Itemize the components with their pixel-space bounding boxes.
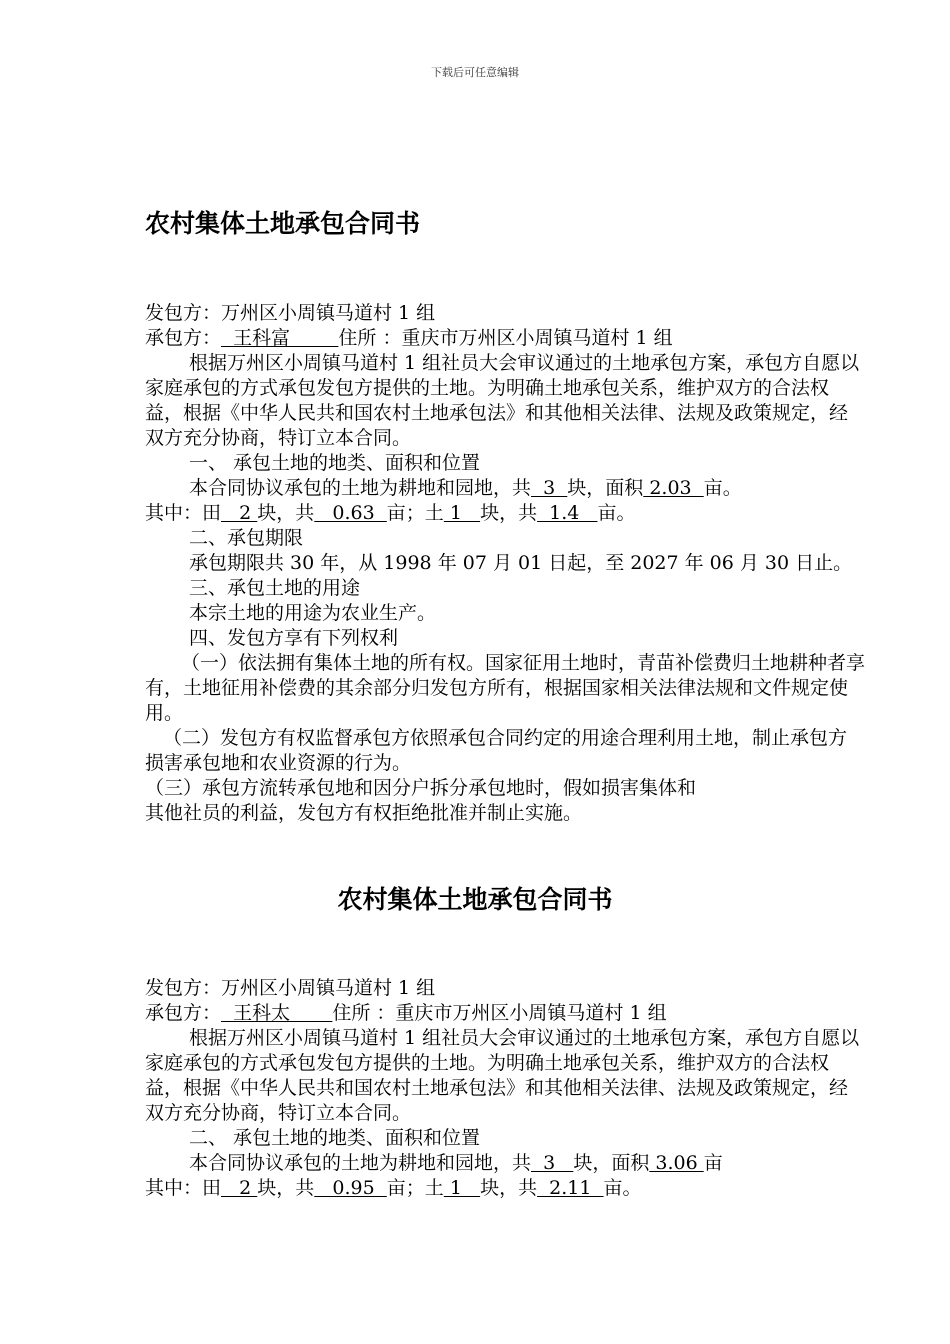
field-blocks-value: 2 <box>221 502 258 524</box>
field-area-value: 0.95 <box>314 1177 387 1199</box>
issuer-line <box>145 976 865 1001</box>
right-3-line-2: 其他社员的利益，发包方有权拒绝批准并制止实施。 <box>145 802 583 824</box>
issuer-value: 万州区小周镇马道村 1 组 <box>221 977 436 999</box>
land-area-value: 3.06 <box>649 1152 704 1174</box>
contractor-label: 承包方： <box>145 327 222 349</box>
detail-text-b: 块，共 <box>257 502 315 524</box>
land-detail-line <box>145 1176 865 1201</box>
issuer-label: 发包方： <box>145 302 222 324</box>
detail-text-c: 亩；土 <box>386 502 444 524</box>
detail-text-a: 其中：田 <box>145 502 222 524</box>
contractor-line <box>145 1001 865 1026</box>
right-2-paragraph: （二）发包方有权监督承包方依照承包合同约定的用途合理利用土地，制止承包方损害承包地和农业资源的行为。 <box>145 727 848 774</box>
detail-text-e: 亩。 <box>597 502 636 524</box>
address-label: 住所 ： <box>332 1002 396 1024</box>
contract-2-title: 农村集体土地承包合同书 <box>337 885 613 914</box>
contractor-name: 王科富 <box>221 327 339 349</box>
address-value: 重庆市万州区小周镇马道村 1 组 <box>395 1002 667 1024</box>
detail-text-e: 亩。 <box>603 1177 642 1199</box>
section-1-heading: 一、 承包土地的地类、面积和位置 <box>189 452 481 474</box>
section-1-heading: 二、 承包土地的地类、面积和位置 <box>189 1127 481 1149</box>
land-area-value: 2.03 <box>643 477 704 499</box>
land-text-a: 本合同协议承包的土地为耕地和园地，共 <box>189 477 532 499</box>
land-text-c: 亩。 <box>703 477 742 499</box>
land-summary-line <box>145 476 865 501</box>
detail-text-d: 块，共 <box>480 1177 538 1199</box>
soil-blocks-value: 1 <box>443 502 481 524</box>
land-text-c: 亩 <box>703 1152 723 1174</box>
contractor-label: 承包方： <box>145 1002 222 1024</box>
detail-text-d: 块，共 <box>480 502 538 524</box>
period-paragraph: 承包期限共 30 年，从 1998 年 07 月 01 日起，至 2027 年 06 月 30 日止。 <box>189 552 853 574</box>
soil-area-value: 1.4 <box>537 502 598 524</box>
issuer-value: 万州区小周镇马道村 1 组 <box>221 302 436 324</box>
land-text-a: 本合同协议承包的土地为耕地和园地，共 <box>189 1152 532 1174</box>
contract-2-body <box>145 976 865 1201</box>
soil-blocks-value: 1 <box>443 1177 481 1199</box>
land-blocks-value: 3 <box>531 477 568 499</box>
land-summary-line <box>145 1151 865 1176</box>
right-3-line-1: （三）承包方流转承包地和因分户拆分承包地时，假如损害集体和 <box>145 777 697 799</box>
land-text-b: 块，面积 <box>573 1152 650 1174</box>
soil-area-value: 2.11 <box>537 1177 604 1199</box>
intro-paragraph: 根据万州区小周镇马道村 1 组社员大会审议通过的土地承包方案，承包方自愿以家庭承包的方式承包发包方提供的土地。为明确土地承包关系，维护双方的合法权益，根据《中华人民共和国农村土地承包法》和其他相关法律、法规及政策规定，经双方充分协商，特订立本合同。 <box>145 352 860 449</box>
issuer-label: 发包方： <box>145 977 222 999</box>
contract-1-title: 农村集体土地承包合同书 <box>145 209 421 238</box>
land-detail-line <box>145 501 865 526</box>
address-label: 住所 ： <box>338 327 402 349</box>
contract-1-body <box>145 301 865 826</box>
land-blocks-value: 3 <box>531 1152 574 1174</box>
contractor-name: 王科太 <box>221 1002 333 1024</box>
detail-text-a: 其中：田 <box>145 1177 222 1199</box>
detail-text-c: 亩；土 <box>386 1177 444 1199</box>
section-2-heading: 二、承包期限 <box>189 527 304 549</box>
issuer-line <box>145 301 865 326</box>
right-1-paragraph: （一）依法拥有集体土地的所有权。国家征用土地时，青苗补偿费归土地耕种者享有，土地征用补偿费的其余部分归发包方所有，根据国家相关法律法规和文件规定使用。 <box>145 652 866 724</box>
usage-paragraph: 本宗土地的用途为农业生产。 <box>189 602 437 624</box>
contractor-line <box>145 326 865 351</box>
section-3-heading: 三、承包土地的用途 <box>189 577 361 599</box>
page-header-note: 下载后可任意编辑 <box>431 66 519 79</box>
intro-paragraph: 根据万州区小周镇马道村 1 组社员大会审议通过的土地承包方案，承包方自愿以家庭承包的方式承包发包方提供的土地。为明确土地承包关系，维护双方的合法权益，根据《中华人民共和国农村土地承包法》和其他相关法律、法规及政策规定，经双方充分协商，特订立本合同。 <box>145 1027 860 1124</box>
address-value: 重庆市万州区小周镇马道村 1 组 <box>401 327 673 349</box>
land-text-b: 块，面积 <box>567 477 644 499</box>
detail-text-b: 块，共 <box>257 1177 315 1199</box>
field-area-value: 0.63 <box>314 502 387 524</box>
field-blocks-value: 2 <box>221 1177 258 1199</box>
section-4-heading: 四、发包方享有下列权利 <box>189 627 399 649</box>
